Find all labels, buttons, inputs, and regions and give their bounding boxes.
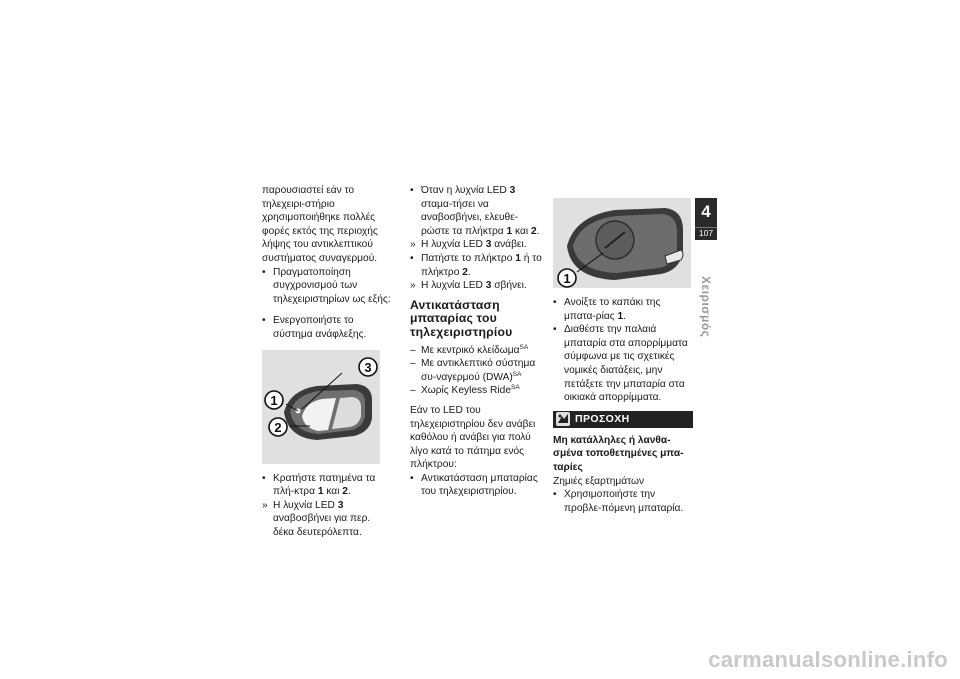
- callout-2: 2: [274, 419, 282, 435]
- bullet-item: • Αντικατάσταση μπαταρίας του τηλεχειριστηρίου.: [410, 472, 538, 498]
- paragraph: παρουσιαστεί εάν το τηλεχειρι-στήριο χρησιμοποιήθηκε πολλές φορές εκτός της περιοχής λήψης του αντικλεπτικού συστήματος συναγερμού.: [262, 185, 378, 264]
- chapter-tab: [695, 198, 717, 240]
- page-number: 107: [698, 228, 714, 238]
- dash-item: – Με κεντρικό κλείδωμα$^{SA}$: [410, 343, 529, 356]
- battery-cover-figure: [553, 198, 691, 288]
- callout-3: 3: [364, 359, 372, 375]
- chapter-title: Χειρισμός: [699, 276, 713, 338]
- result-item: » Η λυχνία LED 3 αναβοσβήνει για περ. δέκα δευτερόλεπτα.: [262, 499, 371, 538]
- callout-1: 1: [563, 271, 571, 286]
- bullet-item: • Κρατήστε πατημένα τα πλή-κτρα 1 και 2.: [262, 472, 376, 498]
- bullet-item: • Πατήστε το πλήκτρο 1 ή το πλήκτρο 2.: [410, 252, 542, 278]
- result-item: » Η λυχνία LED 3 σβήνει.: [410, 280, 527, 292]
- result-item: » Η λυχνία LED 3 ανάβει.: [410, 239, 527, 251]
- bullet-item: • Ενεργοποιήστε το σύστημα ανάφλεξης.: [262, 315, 367, 340]
- column-3: [553, 198, 693, 515]
- bullet-item: • Χρησιμοποιήστε την προβλε-πόμενη μπαταρία.: [553, 489, 684, 514]
- dash-item: – Με αντικλεπτικό σύστημα συ-ναγερμού (DWA)$^{SA}$: [410, 358, 536, 383]
- warning-icon: [556, 412, 570, 426]
- bullet-item: • Πραγματοποίηση συγχρονισμού των τηλεχειριστηρίων ως εξής:: [262, 266, 391, 305]
- warning-heading: Μη κατάλληλες ή λανθα-σμένα τοποθετημένες μπα-ταρίες: [553, 434, 684, 473]
- column-1: [262, 184, 394, 540]
- chapter-number: 4: [701, 202, 711, 221]
- section-heading: Αντικατάσταση μπαταρίας του τηλεχειριστηρίου: [410, 297, 513, 339]
- callout-1: 1: [270, 392, 278, 408]
- column-2: [410, 184, 546, 499]
- warning-label: ΠΡΟΣΟΧΗ: [575, 412, 630, 425]
- dash-item: – Χωρίς Keyless Ride$^{SA}$: [410, 384, 520, 397]
- key-fob-illustration: [262, 350, 380, 464]
- paragraph: Εάν το LED του τηλεχειριστηρίου δεν ανάβει καθόλου ή ανάβει για πολύ λίγο κατά το πάτημα ενός πλήκτρου:: [410, 404, 536, 471]
- watermark: carmanualsonline.info: [708, 647, 948, 672]
- key-fob-back-illustration: [553, 198, 691, 288]
- warning-banner: [553, 411, 693, 428]
- bullet-item: • Όταν η λυχνία LED 3 σταμα-τήσει να αναβοσβήνει, ελευθε-ρώστε τα πλήκτρα 1 και 2.: [410, 185, 540, 237]
- warning-subtitle: Ζημιές εξαρτημάτων: [553, 475, 645, 487]
- bullet-item: • Ανοίξτε το καπάκι της μπατα-ρίας 1.: [553, 297, 661, 322]
- bullet-item: • Διαθέστε την παλαιά μπαταρία στα απορρίμματα σύμφωνα με τις σχετικές νομικές διατάξεις, μην πετάξετε την μπαταρία στα οικιακά απορρίμματα.: [553, 324, 688, 404]
- key-fob-figure: [262, 350, 380, 464]
